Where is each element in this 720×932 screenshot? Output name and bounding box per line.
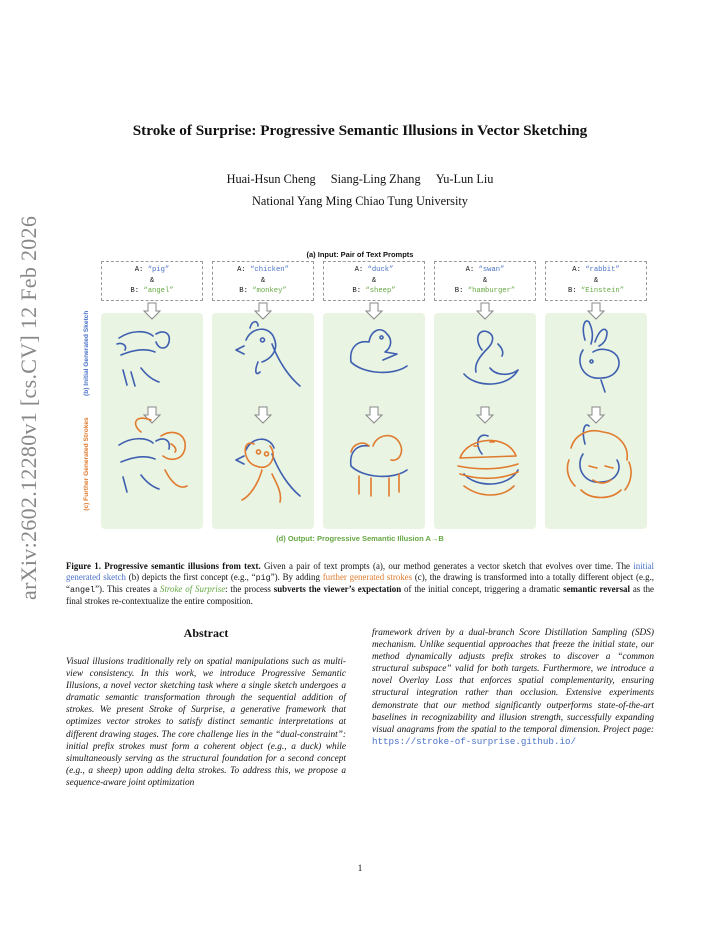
- prompt-a: [102, 265, 202, 276]
- label-further-text: (c) Further Generated Strokes: [83, 417, 90, 511]
- abstract-right-column: [372, 627, 654, 748]
- caption-text: of the initial concept, triggering a dramatic: [401, 584, 564, 595]
- caption-text: (b) depicts the first concept (e.g., “: [125, 572, 256, 583]
- prompt-ampersand: &: [260, 276, 266, 285]
- caption-label: Figure 1.: [66, 561, 101, 571]
- prompt-a-text: “pig”: [147, 266, 170, 274]
- prompt-ampersand: &: [593, 276, 599, 285]
- prompt-a: [213, 265, 313, 276]
- figure-caption: [66, 561, 654, 607]
- caption-text: ”). This creates a: [95, 584, 161, 595]
- prompt-ampersand: &: [482, 276, 488, 285]
- caption-text: Given a pair of text prompts (a), our method generates a vector sketch that evolves over time. The: [260, 561, 634, 571]
- author-list: [0, 172, 720, 187]
- label-initial-sketch: [83, 312, 91, 396]
- author-name: Huai-Hsun Cheng: [226, 172, 316, 186]
- caption-text: as the final strokes re-contextualize the entire composition.: [66, 584, 654, 607]
- paper-title: Stroke of Surprise: Progressive Semantic Illusions in Vector Sketching: [132, 122, 588, 139]
- prompt-box: [101, 261, 203, 301]
- prompt-a-text: “duck”: [367, 266, 394, 274]
- arxiv-stamp: arXiv:2602.12280v1 [cs.CV] 12 Feb 2026: [16, 215, 41, 600]
- sketch-panel: [101, 313, 203, 529]
- caption-text: (c), the drawing is transformed into a totally different object (e.g., “: [66, 572, 655, 595]
- prompt-a-text: “rabbit”: [585, 266, 620, 274]
- prompt-b: [213, 286, 313, 297]
- prompt-b: [546, 286, 646, 297]
- author-name: Siang-Ling Zhang: [330, 172, 421, 186]
- prompt-ampersand: &: [371, 276, 377, 285]
- prompt-b-text: “sheep”: [365, 287, 396, 295]
- prompt-a-text: “swan”: [478, 266, 505, 274]
- prompt-b-prefix: B:: [454, 287, 468, 295]
- sketch-panel: [434, 313, 536, 529]
- prompt-b-prefix: B:: [567, 287, 581, 295]
- prompt-b-prefix: B:: [130, 287, 144, 295]
- project-link[interactable]: https://stroke-of-surprise.github.io/: [372, 735, 576, 747]
- prompt-a: [435, 265, 535, 276]
- caption-lead: Progressive semantic illusions from text.: [104, 561, 261, 571]
- prompt-a-prefix: A:: [572, 266, 586, 274]
- figure-input-title: (a) Input: Pair of Text Prompts: [306, 250, 414, 259]
- caption-blue-term: initial generated sketch: [66, 561, 655, 583]
- prompt-b: [324, 286, 424, 297]
- label-initial-text: (b) Initial Generated Sketch: [83, 310, 90, 396]
- affiliation: National Yang Ming Chiao Tung University: [252, 194, 468, 208]
- prompt-b-text: “Einstein”: [580, 287, 625, 295]
- sketch-panel: [212, 313, 314, 529]
- prompt-box: [212, 261, 314, 301]
- prompt-a: [546, 265, 646, 276]
- prompt-box: [434, 261, 536, 301]
- label-further-strokes: [83, 416, 91, 512]
- figure-output-title: (d) Output: Progressive Semantic Illusion A→B: [276, 534, 444, 543]
- prompt-b-prefix: B:: [352, 287, 366, 295]
- caption-orange-term: further generated strokes: [322, 572, 413, 583]
- caption-bold: semantic reversal: [563, 584, 630, 595]
- prompt-a-prefix: A:: [237, 266, 251, 274]
- prompt-a: [324, 265, 424, 276]
- prompt-b: [102, 286, 202, 297]
- sketch-panel: [545, 313, 647, 529]
- prompt-a-text: “chicken”: [250, 266, 289, 274]
- prompt-b: [435, 286, 535, 297]
- caption-code: pig: [255, 573, 271, 584]
- prompt-a-prefix: A:: [354, 266, 368, 274]
- prompt-b-text: “hamburger”: [467, 287, 516, 295]
- abstract-right-text: framework driven by a dual-branch Score Distillation Sampling (SDS) mechanism. Unlike sequential approaches that freeze the initial state, our method dynamically adjusts prefix strokes to discover a “common structural subspace” valid for both targets. Furthermore, we introduce a novel Overlay Loss that enforces spatial complementarity, ensuring structural integration rather than occlusion. Extensive experiments demonstrate that our method significantly outperforms state-of-the-art baselines in recognizability and illusion strength, successfully expanding visual anagrams from the spatial to the temporal dimension. Project page:: [372, 628, 654, 735]
- caption-text: ”). By adding: [270, 572, 323, 583]
- abstract-heading: Abstract: [183, 626, 229, 640]
- sketch-panel: [323, 313, 425, 529]
- prompt-ampersand: &: [149, 276, 155, 285]
- prompt-b-prefix: B:: [239, 287, 253, 295]
- caption-bold: subverts the viewer’s expectation: [273, 584, 402, 595]
- author-name: Yu-Lun Liu: [435, 172, 494, 186]
- page-number: 1: [357, 864, 363, 874]
- prompt-box: [323, 261, 425, 301]
- prompt-box: [545, 261, 647, 301]
- prompt-a-prefix: A:: [134, 266, 148, 274]
- prompt-b-text: “angel”: [143, 287, 174, 295]
- prompt-a-prefix: A:: [465, 266, 479, 274]
- abstract-left-column: Visual illusions traditionally rely on spatial manipulations such as multi-view consistency. In this work, we introduce Progressive Semantic Illusions, a novel vector sketching task where a single sketch undergoes a dramatic semantic transformation through the sequential addition of strokes. We present Stroke of Surprise, a generative framework that optimizes vector strokes to satisfy distinct semantic interpretations at different drawing stages. The core challenge lies in the “dual-constraint”: initial prefix strokes must form a coherent object (e.g., a duck) while simultaneously serving as the structural foundation for a second concept (e.g., a sheep) upon adding delta strokes. To address this, we propose a sequence-aware joint optimization: [66, 657, 346, 788]
- caption-code: angel: [69, 585, 96, 596]
- caption-green-term: Stroke of Surprise: [160, 584, 226, 595]
- caption-text: : the process: [225, 584, 274, 595]
- prompt-b-text: “monkey”: [252, 287, 287, 295]
